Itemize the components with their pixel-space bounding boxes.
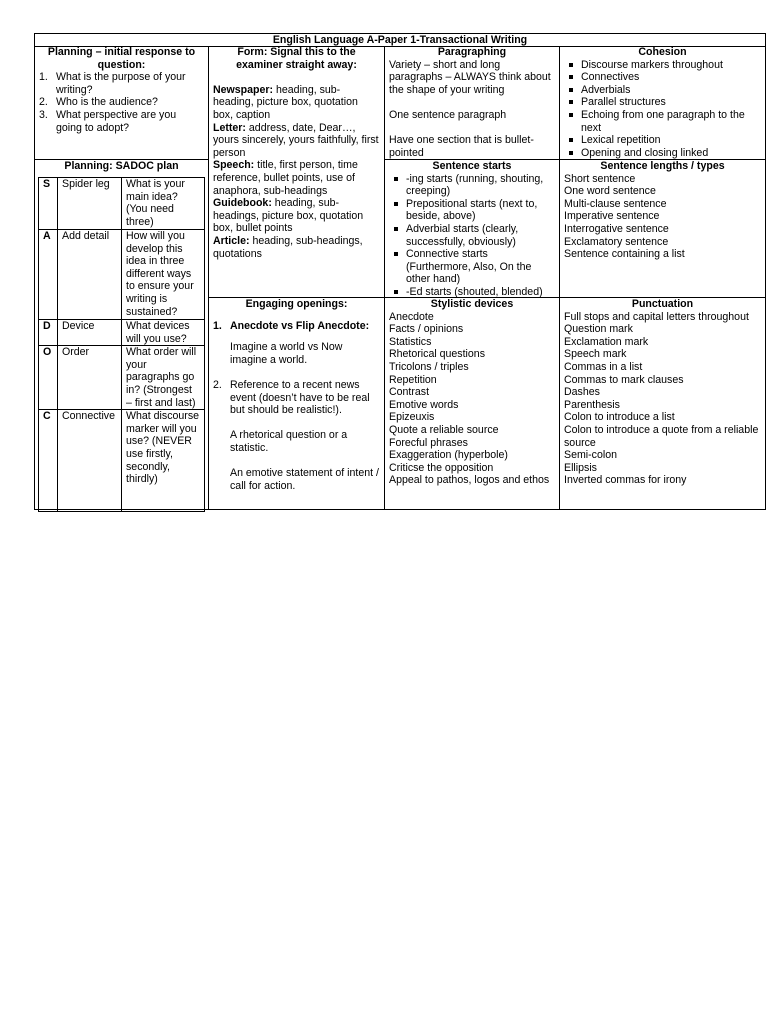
list-item: Opening and closing linked bbox=[564, 147, 761, 159]
list-item: Rhetorical questions bbox=[389, 348, 485, 361]
planning-heading: Planning – initial response to question: bbox=[47, 46, 196, 71]
list-item: Contrast bbox=[389, 386, 430, 399]
list-item: Echoing from one paragraph to the next bbox=[564, 109, 761, 134]
openings-heading: Engaging openings: bbox=[245, 298, 348, 310]
list-item: Connective starts (Furthermore, Also, On the other hand) bbox=[389, 248, 555, 286]
list-item: Parenthesis bbox=[564, 398, 620, 411]
list-item: Lexical repetition bbox=[564, 134, 761, 147]
list-item: Ellipsis bbox=[564, 461, 597, 474]
list-item: One word sentence bbox=[564, 185, 656, 198]
list-item: Discourse markers throughout bbox=[564, 59, 761, 72]
sadoc-desc: What order will your paragraphs go in? (Strongest – first and last) bbox=[122, 346, 205, 410]
list-item: Exclamatory sentence bbox=[564, 235, 669, 248]
paragraphing-variety: Variety – short and long paragraphs – ALWAYS think about the shape of your writing bbox=[389, 58, 551, 96]
stylistic-heading: Stylistic devices bbox=[430, 298, 514, 310]
paragraphing-heading: Paragraphing bbox=[437, 46, 507, 58]
list-item: 3. What perspective are you going to adopt? bbox=[39, 108, 177, 134]
list-item: Exaggeration (hyperbole) bbox=[389, 449, 508, 462]
list-item: Exclamation mark bbox=[564, 335, 649, 348]
sadoc-desc: What discourse marker will you use? (NEVER use firstly, secondly, thirdly) bbox=[122, 410, 205, 512]
list-item: Facts / opinions bbox=[389, 323, 464, 336]
sadoc-desc: What devices will you use? bbox=[122, 320, 205, 346]
stylistic-cell bbox=[385, 298, 559, 509]
list-item: Repetition bbox=[389, 373, 437, 386]
table-row bbox=[39, 230, 205, 320]
list-item: Dashes bbox=[564, 386, 600, 399]
list-item: 2. Who is the audience? bbox=[39, 96, 158, 109]
planning-cell bbox=[35, 46, 208, 159]
revision-table bbox=[34, 33, 766, 510]
sadoc-letter: C bbox=[39, 410, 58, 512]
list-item: Colon to introduce a quote from a reliable source bbox=[564, 423, 759, 449]
table-row bbox=[39, 178, 205, 230]
sadoc-letter: A bbox=[39, 230, 58, 320]
form-guidebook: Guidebook: heading, sub-headings, picture box, quotation box, bullet points bbox=[213, 197, 364, 235]
sadoc-table bbox=[38, 177, 205, 512]
sentence-starts-heading: Sentence starts bbox=[432, 160, 512, 172]
list-item: Short sentence bbox=[564, 172, 636, 185]
sentence-lengths-heading: Sentence lengths / types bbox=[600, 160, 725, 172]
list-item: Anecdote bbox=[389, 310, 434, 323]
list-item: Criticse the opposition bbox=[389, 461, 494, 474]
list-item: Parallel structures bbox=[564, 96, 761, 109]
openings-list bbox=[213, 320, 380, 333]
list-item: Imperative sentence bbox=[564, 210, 660, 223]
list-item: Commas in a list bbox=[564, 360, 643, 373]
list-item: Quote a reliable source bbox=[389, 423, 499, 436]
list-item: Statistics bbox=[389, 335, 432, 348]
list-item: Connectives bbox=[564, 71, 761, 84]
form-newspaper: Newspaper: heading, sub-heading, picture box, quotation box, caption bbox=[213, 83, 358, 121]
table-row bbox=[39, 410, 205, 512]
list-item: Interrogative sentence bbox=[564, 222, 669, 235]
openings-line: An emotive statement of intent / call for action. bbox=[230, 467, 379, 492]
sadoc-name: Order bbox=[58, 346, 122, 410]
sadoc-name: Device bbox=[58, 320, 122, 346]
sentence-starts-list bbox=[389, 173, 555, 297]
sadoc-name: Spider leg bbox=[58, 178, 122, 230]
list-item: Semi-colon bbox=[564, 449, 617, 462]
list-item: Prepositional starts (next to, beside, above) bbox=[389, 198, 555, 223]
page-title: English Language A-Paper 1-Transactional Writing bbox=[272, 34, 528, 46]
form-speech: Speech: title, first person, time reference, bullet points, use of anaphora, sub-headings bbox=[213, 159, 358, 197]
list-item: Inverted commas for irony bbox=[564, 474, 687, 487]
list-item: 1. Anecdote vs Flip Anecdote: bbox=[213, 319, 370, 332]
planning-questions bbox=[39, 71, 204, 134]
list-item: Forecful phrases bbox=[389, 436, 468, 449]
form-cell bbox=[209, 46, 384, 297]
sadoc-name: Add detail bbox=[58, 230, 122, 320]
form-article: Article: heading, sub-headings, quotations bbox=[213, 234, 363, 260]
list-item: Tricolons / triples bbox=[389, 360, 469, 373]
list-item: Sentence containing a list bbox=[564, 248, 685, 261]
sadoc-heading: Planning: SADOC plan bbox=[64, 160, 179, 172]
cohesion-heading: Cohesion bbox=[638, 46, 687, 58]
punctuation-cell bbox=[560, 298, 765, 509]
list-item: Adverbials bbox=[564, 84, 761, 97]
paragraphing-bullets: Have one section that is bullet-pointed bbox=[389, 134, 534, 159]
list-item: Full stops and capital letters throughout bbox=[564, 310, 749, 323]
sadoc-letter: D bbox=[39, 320, 58, 346]
list-item: Appeal to pathos, logos and ethos bbox=[389, 474, 550, 487]
sadoc-desc: How will you develop this idea in three different ways to ensure your writing is sustained? bbox=[122, 230, 205, 320]
list-item: Commas to mark clauses bbox=[564, 373, 684, 386]
sadoc-letter: S bbox=[39, 178, 58, 230]
list-item: Multi-clause sentence bbox=[564, 197, 667, 210]
sentence-lengths-cell bbox=[560, 160, 765, 297]
sadoc-letter: O bbox=[39, 346, 58, 410]
list-item: Speech mark bbox=[564, 348, 627, 361]
form-letter: Letter: address, date, Dear…, yours sincerely, yours faithfully, first person bbox=[213, 121, 379, 159]
table-row bbox=[39, 320, 205, 346]
paragraphing-one-sentence: One sentence paragraph bbox=[389, 108, 507, 121]
list-item: 2. Reference to a recent news event (doesn’t have to be real but should be realistic!). bbox=[213, 378, 370, 417]
list-item: Colon to introduce a list bbox=[564, 411, 675, 424]
list-item: Emotive words bbox=[389, 398, 459, 411]
cohesion-cell bbox=[560, 46, 765, 159]
form-heading: Form: Signal this to the examiner straight away: bbox=[236, 46, 357, 71]
list-item: Epizeuxis bbox=[389, 411, 435, 424]
sadoc-desc: What is your main idea? (You need three) bbox=[122, 178, 205, 230]
list-item: Adverbial starts (clearly, successfully, obviously) bbox=[389, 223, 555, 248]
list-item: 1. What is the purpose of your writing? bbox=[39, 71, 186, 96]
punctuation-heading: Punctuation bbox=[631, 298, 694, 310]
list-item: -Ed starts (shouted, blended) bbox=[389, 286, 555, 297]
sentence-starts-cell bbox=[385, 160, 559, 297]
list-item: -ing starts (running, shouting, creeping) bbox=[389, 173, 555, 198]
list-item: Question mark bbox=[564, 323, 633, 336]
cohesion-list bbox=[564, 59, 761, 159]
sadoc-name: Connective bbox=[58, 410, 122, 512]
openings-list bbox=[213, 379, 380, 417]
table-row bbox=[39, 346, 205, 410]
openings-line: Imagine a world vs Now imagine a world. bbox=[230, 341, 343, 366]
openings-line: A rhetorical question or a statistic. bbox=[230, 429, 348, 454]
openings-cell bbox=[209, 298, 384, 509]
paragraphing-cell bbox=[385, 46, 559, 159]
